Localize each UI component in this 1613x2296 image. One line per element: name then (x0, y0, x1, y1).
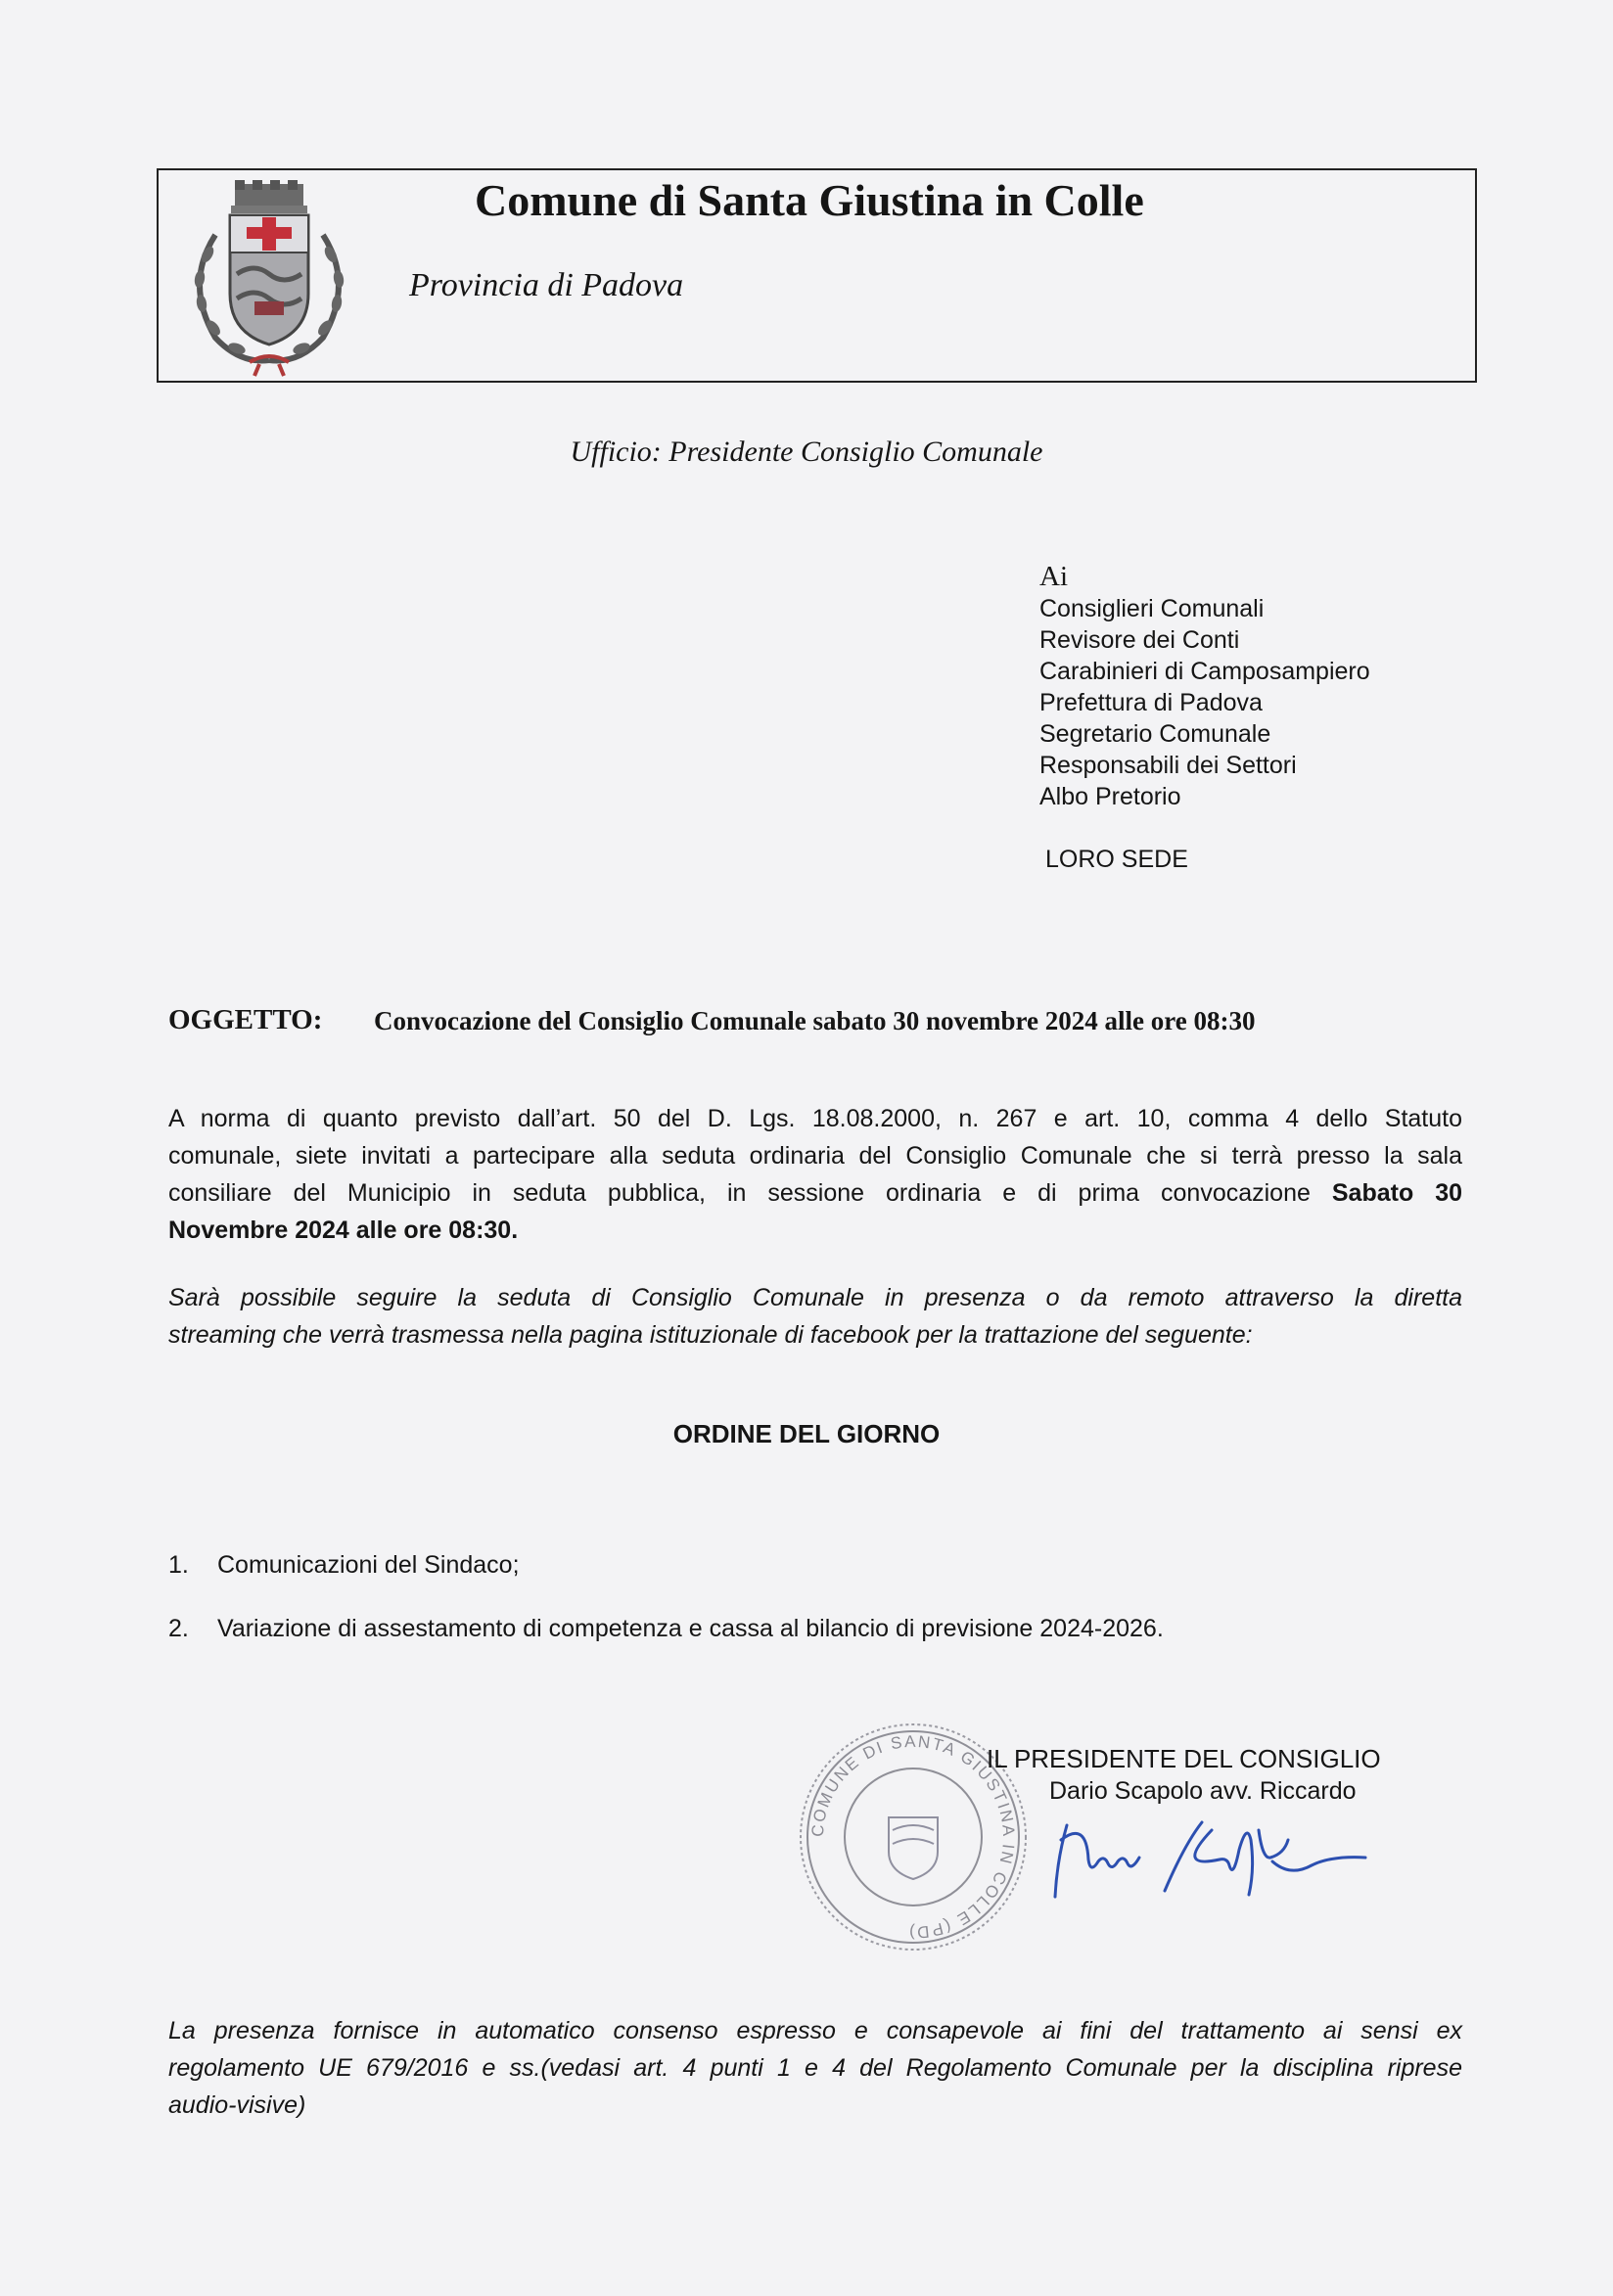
agenda-heading: ORDINE DEL GIORNO (672, 1419, 941, 1448)
province-name: Provincia di Padova (409, 267, 684, 303)
recipient: Revisore dei Conti (1039, 626, 1240, 654)
recipients-closing: LORO SEDE (1045, 846, 1188, 873)
recipient: Albo Pretorio (1039, 783, 1181, 810)
recipients-list (1039, 593, 1370, 812)
paragraph-line: Sarà possibile seguire la seduta di Consiglio Comunale in presenza o da remoto attraverso la diretta (168, 1284, 1462, 1311)
subject-text: Convocazione del Consiglio Comunale sabato 30 novembre 2024 alle ore 08:30 (374, 1006, 1256, 1035)
convocation-paragraph (168, 1100, 1462, 1249)
privacy-note (168, 2012, 1462, 2124)
agenda-item (168, 1615, 1164, 1643)
agenda-item-number: 1. (168, 1551, 189, 1579)
office-line: Ufficio: Presidente Consiglio Comunale (570, 436, 1043, 468)
president-title: IL PRESIDENTE DEL CONSIGLIO (987, 1744, 1381, 1773)
note-line: audio-visive) (168, 2091, 306, 2119)
streaming-paragraph (168, 1279, 1462, 1354)
recipient: Carabinieri di Camposampiero (1039, 658, 1370, 685)
recipient: Prefettura di Padova (1039, 689, 1263, 716)
paragraph-line-text: consiliare del Municipio in seduta pubblica, in sessione ordinaria e di prima convocazione (168, 1179, 1311, 1207)
stamp-text: COMUNE DI SANTA GIUSTINA IN COLLE (PD) (807, 1731, 1019, 1943)
paragraph-line (168, 1212, 1462, 1249)
recipient: Segretario Comunale (1039, 720, 1271, 748)
meeting-date-bold: Novembre 2024 alle ore 08:30. (168, 1217, 519, 1244)
agenda-item (168, 1551, 520, 1580)
handwritten-signature-icon (1028, 1801, 1380, 1908)
note-line: regolamento UE 679/2016 e ss.(vedasi art. 4 punti 1 e 4 del Regolamento Comunale per la disciplina riprese (168, 2054, 1462, 2082)
meeting-date-bold: Sabato 30 (1331, 1179, 1462, 1207)
recipients-block (1039, 560, 1370, 812)
town-title: Comune di Santa Giustina in Colle (475, 175, 1144, 225)
president-name: Dario Scapolo avv. Riccardo (1049, 1777, 1357, 1805)
coat-of-arms-icon (176, 176, 362, 377)
agenda-item-text: Variazione di assestamento di competenza e cassa al bilancio di previsione 2024-2026. (217, 1615, 1164, 1642)
agenda-item-text: Comunicazioni del Sindaco; (217, 1551, 520, 1579)
note-line: La presenza fornisce in automatico consenso espresso e consapevole ai fini del trattamento ai sensi ex (168, 2017, 1462, 2044)
paragraph-line (168, 1174, 1462, 1212)
agenda-item-number: 2. (168, 1615, 189, 1642)
recipient: Responsabili dei Settori (1039, 752, 1297, 779)
subject-label: OGGETTO: (168, 1004, 323, 1035)
recipient: Consiglieri Comunali (1039, 595, 1265, 622)
paragraph-line: comunale, siete invitati a partecipare alla seduta ordinaria del Consiglio Comunale che si terrà presso la sala (168, 1142, 1462, 1170)
recipients-intro: Ai (1039, 561, 1068, 592)
paragraph-line: A norma di quanto previsto dall’art. 50 del D. Lgs. 18.08.2000, n. 267 e art. 10, comma 4 dello Statuto (168, 1105, 1462, 1132)
paragraph-line: streaming che verrà trasmessa nella pagina istituzionale di facebook per la trattazione del seguente: (168, 1321, 1253, 1349)
